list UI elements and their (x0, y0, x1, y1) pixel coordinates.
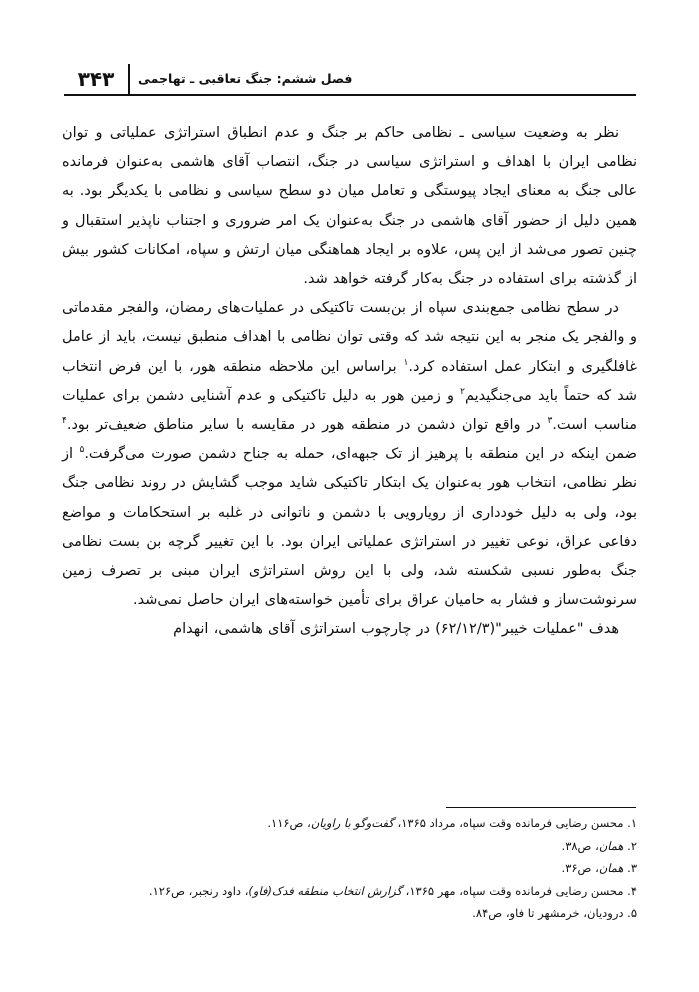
footnote-number: ۱. (627, 816, 637, 830)
footnote-title: همان (598, 861, 624, 875)
running-header (64, 62, 636, 96)
header-divider (128, 64, 130, 94)
paragraph-1: نظر به وضعیت سیاسی ـ نظامی حاکم بر جنگ و عدم انطباق استراتژی عملیاتی و توان نظامی ایران با اهداف و استراتژی سیاسی در جنگ، انتصاب آقای هاشمی به‌عنوان فرمانده عالی جنگ به معنای ایجاد پیوستگی و تعامل میان دو سطح سیاسی و نظامی با یکدیگر بود. به همین دلیل از حضور آقای هاشمی در جنگ به‌عنوان یک امر ضروری و اجتناب ناپذیر استقبال و چنین تصور می‌شد از این پس، علاوه بر ایجاد هماهنگی میان ارتش و سپاه، امکانات کشور بیش از گذشته برای استفاده در جنگ به‌کار گرفته خواهد شد. (62, 125, 637, 288)
footnote-4 (62, 880, 637, 903)
footnote-1 (62, 812, 637, 835)
footnote-number: ۳. (627, 861, 637, 875)
footnote-number: ۴. (627, 883, 637, 898)
footnote-title: گزارش انتخاب منطقه فدک(فاو) (248, 883, 402, 898)
chapter-title: فصل ششم: جنگ تعاقبی ـ تهاجمی (138, 71, 353, 86)
footnote-text-end: ، داود رنجبر، ص۱۲۶. (148, 883, 249, 898)
footnote-ref-5[interactable]: ۵ (79, 445, 85, 456)
footnote-number: ۵. (627, 906, 637, 920)
footnote-title: گفت‌وگو با راویان (310, 816, 394, 830)
footnote-ref-1[interactable]: ۱ (403, 357, 409, 368)
page-number: ۳۴۳ (77, 67, 115, 91)
footnote-3 (62, 857, 637, 880)
footnote-title: همان (598, 838, 624, 853)
footnote-text-end: ، ص۱۱۶. (267, 816, 311, 830)
footnote-text: محسن رضایی فرمانده وقت سپاه، مهر ۱۳۶۵، (402, 883, 624, 898)
paragraph-2-part-1: در سطح نظامی جمع‌بندی سپاه از بن‌بست تاکتیکی در عملیات‌های رمضان، والفجر مقدماتی و والفجر یک منجر به این نتیجه شد که وقتی توان نظامی با اهداف منطبق نیست، باید از عامل غافلگیری و ابتکار عمل استفاده کرد. (62, 300, 637, 375)
paragraph-2-part-4: در واقع توان دشمن در منطقه هور در مقایسه با سایر مناطق ضعیف‌تر بود. (66, 417, 548, 434)
footnotes (62, 812, 637, 925)
body-text (62, 119, 637, 645)
footnote-ref-3[interactable]: ۳ (547, 416, 553, 427)
footnote-text: درودیان، خرمشهر تا فاو، ص۸۴. (472, 906, 624, 920)
paragraph-3: هدف "عملیات خیبر"(۶۲/۱۲/۳) در چارچوب استراتژی آقای هاشمی، انهدام (173, 621, 619, 638)
footnote-number: ۲. (627, 838, 637, 853)
paragraph-2-part-3: و زمین هور به دلیل تاکتیکی و عدم آشنایی دشمن برای عملیات مناسب است. (62, 387, 637, 434)
footnote-2 (62, 835, 637, 858)
footnote-separator (446, 807, 636, 808)
footnote-5 (62, 902, 637, 925)
paragraph-2 (62, 294, 637, 615)
header-rule (64, 94, 636, 96)
footnote-text-end: ، ص۳۶. (561, 861, 599, 875)
footnote-ref-4[interactable]: ۴ (62, 416, 67, 427)
paragraph-2-part-5: ضمن اینکه در این منطقه با پرهیز از تک جبهه‌ای، حمله به جناح دشمن صورت می‌گرفت. (84, 446, 637, 463)
paragraph-2-part-2: براساس این ملاحظه منطقه هور، با این فرض انتخاب شد که حتماً باید می‌جنگیدیم (62, 358, 637, 404)
footnote-text-end: ، ص۳۸. (561, 838, 599, 853)
footnote-text: محسن رضایی فرمانده وقت سپاه، مرداد ۱۳۶۵، (393, 816, 624, 830)
footnote-ref-2[interactable]: ۲ (460, 387, 465, 397)
paragraph-2-part-6: از نظر نظامی، انتخاب هور به‌عنوان یک ابتکار تاکتیکی شاید موجب گشایش در روند نظامی جنگ بود، ولی به دلیل خودداری از رویارویی با دشمن و ناتوانی در غلبه بر استحکامات و مواضع دفاعی عراق، نوعی تغییر در استراتژی عملیاتی ایران بود. با این تغییر گرچه بن بست نظامی جنگ به‌طور نسبی شکسته شد، ولی با این روش استراتژی ایران مبنی بر تصرف زمین سرنوشت‌ساز و فشار به حامیان عراق برای تأمین خواسته‌های ایران حاصل نمی‌شد. (62, 446, 637, 609)
